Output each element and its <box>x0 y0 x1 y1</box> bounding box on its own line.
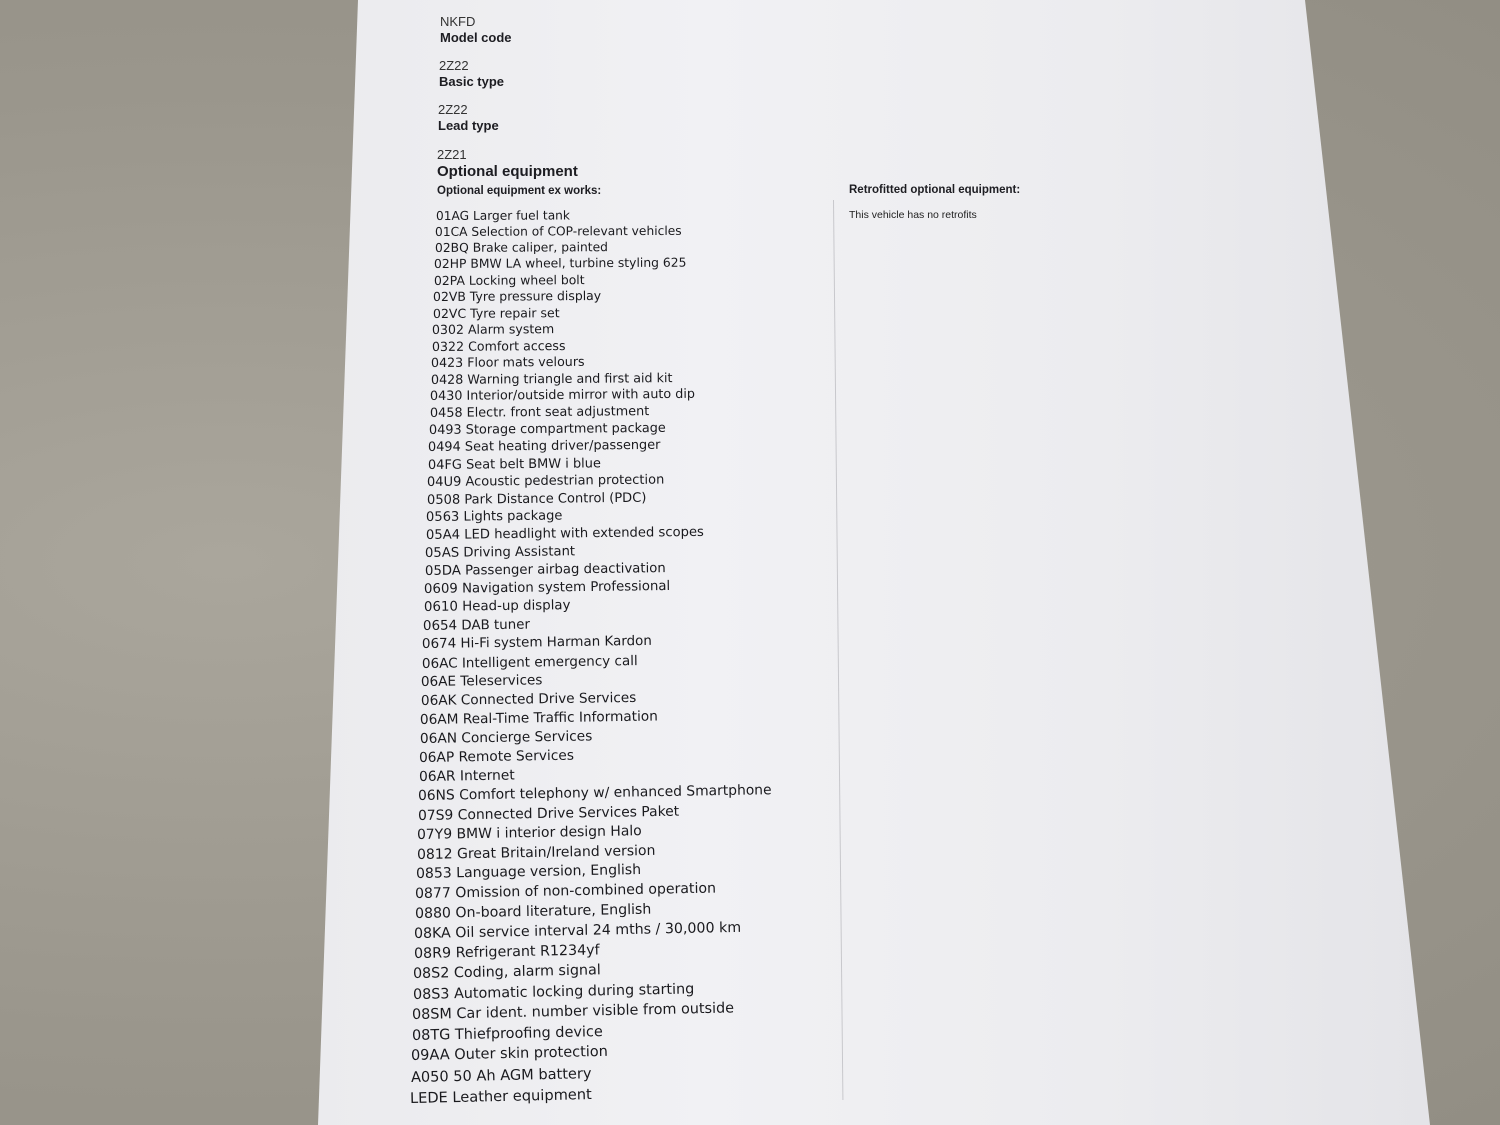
equipment-item: 0428 Warning triangle and first aid kit <box>430 370 673 388</box>
equipment-item: 08SM Car ident. number visible from outside <box>411 1000 735 1024</box>
equipment-item: 0493 Storage compartment package <box>428 421 666 439</box>
equipment-item: 08S2 Coding, alarm signal <box>413 962 602 983</box>
lead-type-label: Lead type <box>438 118 499 133</box>
equipment-item: 0812 Great Britain/Ireland version <box>416 842 656 863</box>
equipment-item: 0609 Navigation system Professional <box>423 579 671 598</box>
equipment-item: 0322 Comfort access <box>431 337 566 354</box>
equipment-item: 05DA Passenger airbag deactivation <box>424 561 666 580</box>
column-divider <box>833 200 843 1100</box>
equipment-item: 0423 Floor mats velours <box>431 354 585 371</box>
equipment-item: 0674 Hi-Fi system Harman Kardon <box>422 633 653 653</box>
equipment-item: 06AC Intelligent emergency call <box>421 652 638 672</box>
equipment-item: LEDE Leather equipment <box>409 1086 592 1107</box>
equipment-item: 05A4 LED headlight with extended scopes <box>425 525 704 544</box>
equipment-item: 06AM Real-Time Traffic Information <box>420 708 659 728</box>
equipment-item: 01AG Larger fuel tank <box>435 208 570 223</box>
equipment-item: 0877 Omission of non-combined operation <box>415 880 717 903</box>
equipment-item: 08R9 Refrigerant R1234yf <box>413 942 600 963</box>
equipment-item: 06AN Concierge Services <box>419 728 593 747</box>
equipment-item: 02VC Tyre repair set <box>432 304 560 321</box>
model-code-value: NKFD <box>440 14 476 29</box>
equipment-item: 04U9 Acoustic pedestrian protection <box>427 472 665 491</box>
equipment-item: 06AK Connected Drive Services <box>420 689 637 709</box>
retrofitted-note: This vehicle has no retrofits <box>849 209 977 221</box>
equipment-item: 02PA Locking wheel bolt <box>433 272 585 288</box>
equipment-item: 0494 Seat heating driver/passenger <box>428 438 661 456</box>
model-code-field <box>440 14 512 45</box>
equipment-item: 06NS Comfort telephony w/ enhanced Smartphone <box>417 782 772 805</box>
equipment-item: 0458 Electr. front seat adjustment <box>429 404 649 422</box>
equipment-item: 0563 Lights package <box>426 508 563 526</box>
equipment-item: 06AR Internet <box>418 767 515 785</box>
equipment-item: 08TG Thiefproofing device <box>411 1023 603 1044</box>
equipment-item: 06AP Remote Services <box>419 747 575 766</box>
equipment-item: 09AA Outer skin protection <box>410 1044 609 1065</box>
equipment-item: 0430 Interior/outside mirror with auto dip <box>429 386 696 405</box>
lead-type-field <box>438 102 499 133</box>
equipment-item: 04FG Seat belt BMW i blue <box>427 456 601 473</box>
optional-equipment-field <box>437 147 578 180</box>
equipment-item: 0654 DAB tuner <box>422 617 531 634</box>
optional-equipment-value: 2Z21 <box>437 147 467 162</box>
equipment-item: 08KA Oil service interval 24 mths / 30,000 km <box>414 919 742 943</box>
basic-type-label: Basic type <box>439 74 505 89</box>
optional-equipment-title: Optional equipment <box>437 163 578 180</box>
equipment-item: 02BQ Brake caliper, painted <box>434 239 608 255</box>
equipment-item: 01CA Selection of COP-relevant vehicles <box>435 223 683 239</box>
equipment-item: 0302 Alarm system <box>432 321 555 338</box>
equipment-item: 0610 Head-up display <box>423 598 571 616</box>
retrofitted-heading: Retrofitted optional equipment: <box>849 184 1021 196</box>
equipment-item: 0853 Language version, English <box>415 862 642 883</box>
equipment-item: 05AS Driving Assistant <box>425 544 576 562</box>
equipment-item: 07Y9 BMW i interior design Halo <box>416 823 642 844</box>
model-code-label: Model code <box>440 30 512 45</box>
equipment-item: 02VB Tyre pressure display <box>433 288 602 305</box>
equipment-item: 02HP BMW LA wheel, turbine styling 625 <box>434 255 687 271</box>
equipment-item: 07S9 Connected Drive Services Paket <box>417 803 679 824</box>
equipment-item: 0880 On-board literature, English <box>414 901 652 923</box>
basic-type-value: 2Z22 <box>439 58 469 73</box>
equipment-item: 08S3 Automatic locking during starting <box>412 981 695 1003</box>
ex-works-heading: Optional equipment ex works: <box>437 185 602 197</box>
equipment-item: 0508 Park Distance Control (PDC) <box>426 490 647 508</box>
basic-type-field <box>439 58 504 89</box>
equipment-item: 06AE Teleservices <box>421 672 543 691</box>
equipment-item: A050 50 Ah AGM battery <box>410 1065 592 1087</box>
lead-type-value: 2Z22 <box>438 102 468 117</box>
